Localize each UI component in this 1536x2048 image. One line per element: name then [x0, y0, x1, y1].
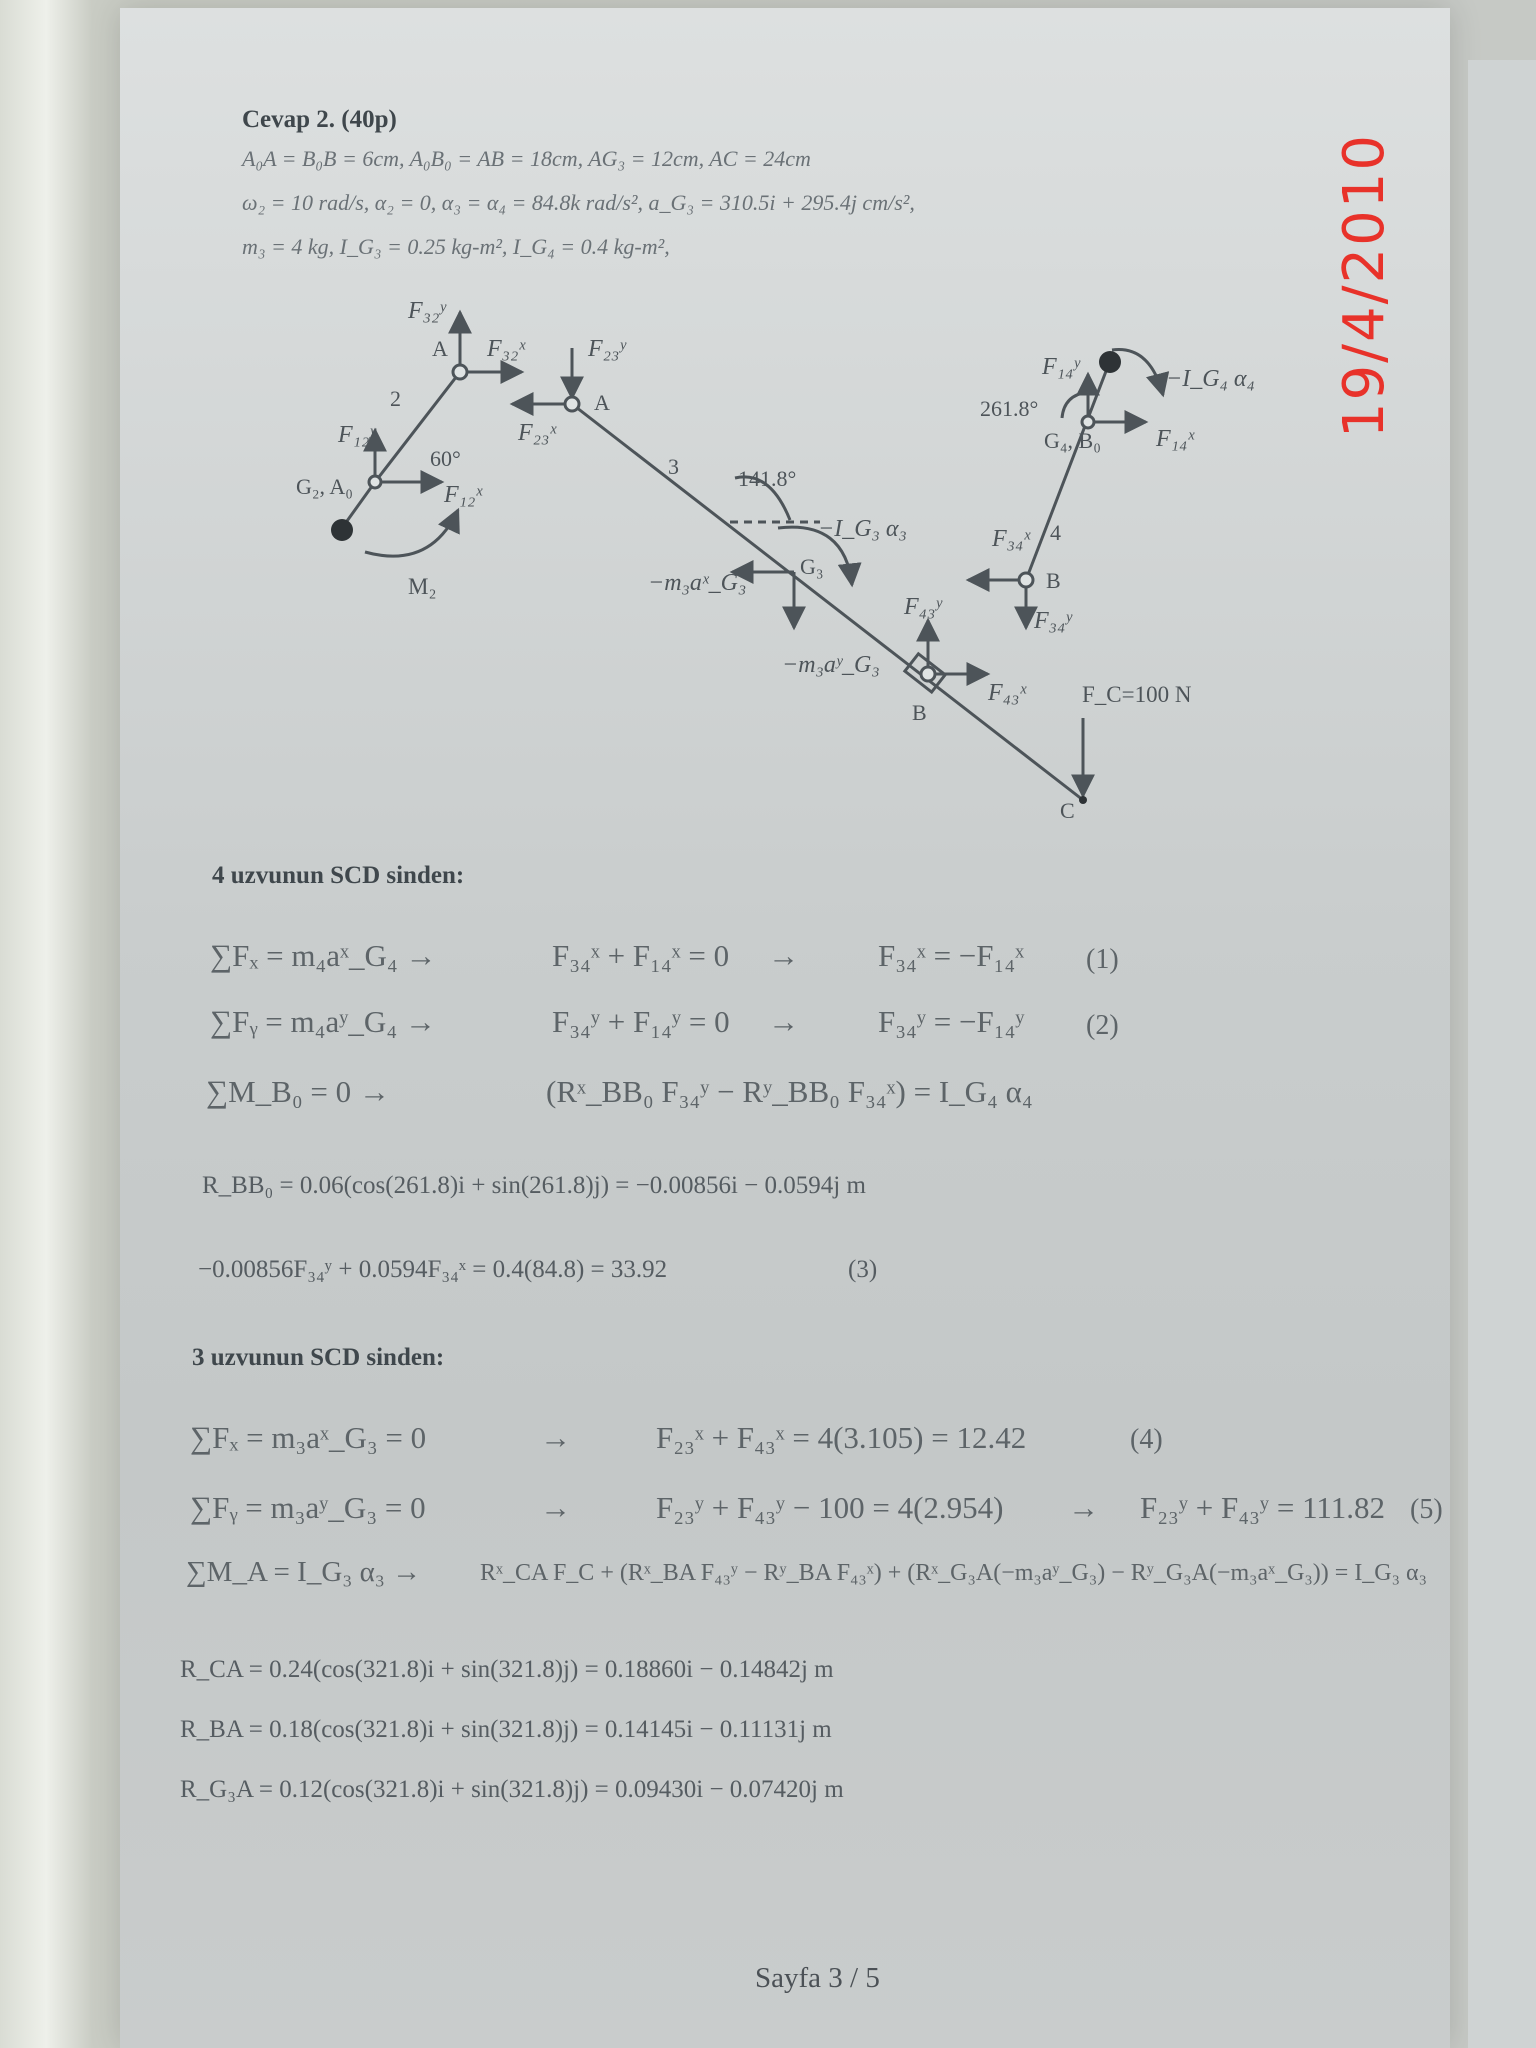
section4-heading: 4 uzvunun SCD sinden: — [212, 862, 465, 889]
link3-bar — [572, 404, 1083, 800]
joint-A-link3 — [565, 397, 579, 411]
joint-A-link2 — [453, 365, 467, 379]
section4-fx-mid: F₃₄ˣ + F₁₄ˣ = 0 — [552, 938, 730, 973]
section3-moment-mid: Rˣ_CA F_C + (Rˣ_BA F₄₃ʸ − Rʸ_BA F₄₃ˣ) + (Rˣ_G₃A(−m₃aʸ_G₃) − Rʸ_G₃A(−m₃aˣ_G₃)) = I_G₃ α₃ — [480, 1560, 1427, 1586]
section3-rca: R_CA = 0.24(cos(321.8)i + sin(321.8)j) = 0.18860i − 0.14842j m — [180, 1656, 834, 1683]
label-A-link3: A — [594, 390, 610, 415]
mass-ball-link2 — [331, 519, 353, 541]
label-F34x: F₃₄ˣ — [992, 526, 1031, 552]
mass-ball-link4 — [1099, 351, 1121, 373]
eq-number-2: (2) — [1086, 1010, 1119, 1041]
section4-eq3: −0.00856F₃₄ʸ + 0.0594F₃₄ˣ = 0.4(84.8) = 33.92 — [198, 1256, 668, 1283]
section4-moment-mid: (Rˣ_BB₀ F₃₄ʸ − Rʸ_BB₀ F₃₄ˣ) = I_G₄ α₄ — [546, 1074, 1033, 1109]
section3-heading: 3 uzvunun SCD sinden: — [192, 1344, 445, 1371]
section4-fx-rhs: F₃₄ˣ = −F₁₄ˣ — [878, 938, 1025, 973]
label-M2: M₂ — [408, 574, 437, 599]
label-G4-B0: G₄, B₀ — [1044, 428, 1101, 453]
label-60-deg: 60° — [430, 446, 461, 471]
section3-moment-lhs: ∑M_A = I_G₃ α₃ → — [186, 1556, 422, 1588]
label-m3-ay: −m₃aʸ_G₃ — [782, 652, 880, 678]
section3-fx-mid: F₂₃ˣ + F₄₃ˣ = 4(3.105) = 12.42 — [656, 1420, 1027, 1455]
date-stamp-text: 19/4/2010 — [1332, 132, 1398, 438]
moment-M2 — [365, 510, 458, 556]
label-G2-A0: G₂, A₀ — [296, 474, 353, 499]
section4-moment-lhs: ∑M_B₀ = 0 → — [206, 1074, 390, 1109]
joint-B-link4 — [1019, 573, 1033, 587]
eq-number-1: (1) — [1086, 944, 1119, 975]
label-F14x: F₁₄ˣ — [1156, 426, 1195, 452]
section4-fx-lhs: ∑Fₓ = m₄aˣ_G₄ → — [210, 938, 437, 973]
section4-rbb0: R_BB₀ = 0.06(cos(261.8)i + sin(261.8)j) = −0.00856i − 0.0594j m — [202, 1172, 866, 1199]
label-IG4-alpha4: −I_G₄ α₄ — [1166, 366, 1255, 392]
moment-IG4 — [1112, 350, 1163, 395]
joint-A0 — [369, 476, 381, 488]
joint-B0 — [1082, 416, 1094, 428]
label-F32x: F₃₂ˣ — [487, 336, 526, 362]
label-F14y: F₁₄ʸ — [1042, 354, 1080, 380]
point-C — [1079, 796, 1087, 804]
section3-fy-lhs: ∑Fᵧ = m₃aʸ_G₃ = 0 — [190, 1490, 426, 1525]
eq-number-3: (3) — [848, 1256, 878, 1283]
label-m3-ax: −m₃aˣ_G₃ — [648, 570, 747, 596]
label-F43x: F₄₃ˣ — [988, 680, 1027, 706]
label-link-number-4: 4 — [1050, 520, 1061, 545]
section3-fx-lhs: ∑Fₓ = m₃aˣ_G₃ = 0 — [190, 1420, 427, 1455]
section3-fy-arrow2: → — [1068, 1490, 1099, 1525]
angle-261-arc — [1062, 392, 1088, 418]
given-kinematics: ω₂ = 10 rad/s, α₂ = 0, α₃ = α₄ = 84.8k rad/s², a_G₃ = 310.5i + 295.4j cm/s², — [242, 190, 915, 215]
eq-number-4: (4) — [1130, 1424, 1163, 1455]
label-141-deg: 141.8° — [738, 466, 797, 491]
label-B-link3: B — [912, 700, 927, 725]
free-body-diagram — [0, 0, 1536, 860]
label-link-number-2: 2 — [390, 386, 401, 411]
answer-title: Cevap 2. (40p) — [242, 106, 397, 133]
label-F23x: F₂₃ˣ — [518, 420, 557, 446]
section3-fy-arrow: → — [540, 1490, 571, 1525]
label-F12x: F₁₂ˣ — [444, 482, 483, 508]
section4-fy-arrow: → — [768, 1004, 799, 1039]
label-IG3-alpha3: −I_G₃ α₃ — [818, 516, 907, 542]
label-B-link4: B — [1046, 568, 1061, 593]
label-link-number-3: 3 — [668, 454, 679, 479]
label-F23y: F₂₃ʸ — [588, 336, 626, 362]
label-261-deg: 261.8° — [980, 396, 1039, 421]
label-F32y: F₃₂ʸ — [408, 298, 446, 324]
label-F43y: F₄₃ʸ — [904, 594, 942, 620]
page-number: Sayfa 3 / 5 — [755, 1962, 880, 1994]
section4-fy-rhs: F₃₄ʸ = −F₁₄ʸ — [878, 1004, 1025, 1039]
section3-rg3a: R_G₃A = 0.12(cos(321.8)i + sin(321.8)j) = 0.09430i − 0.07420j m — [180, 1776, 844, 1803]
section4-fy-lhs: ∑Fᵧ = m₄aʸ_G₄ → — [210, 1004, 436, 1039]
section3-rba: R_BA = 0.18(cos(321.8)i + sin(321.8)j) = 0.14145i − 0.11131j m — [180, 1716, 832, 1743]
section3-fx-arrow: → — [540, 1420, 571, 1455]
label-G3: G₃ — [800, 554, 824, 579]
section4-fx-arrow: → — [768, 938, 799, 973]
given-dimensions: A₀A = B₀B = 6cm, A₀B₀ = AB = 18cm, AG₃ = 12cm, AC = 24cm — [242, 146, 811, 171]
label-F34y: F₃₄ʸ — [1034, 608, 1072, 634]
section4-fy-mid: F₃₄ʸ + F₁₄ʸ = 0 — [552, 1004, 730, 1039]
label-A-link2: A — [432, 336, 448, 361]
joint-B-link3 — [921, 667, 935, 681]
label-C: C — [1060, 798, 1075, 823]
section3-fy-mid: F₂₃ʸ + F₄₃ʸ − 100 = 4(2.954) — [656, 1490, 1004, 1525]
given-masses: m₃ = 4 kg, I_G₃ = 0.25 kg-m², I_G₄ = 0.4 kg-m², — [242, 234, 670, 259]
eq-number-5: (5) — [1410, 1494, 1443, 1525]
label-F12y: F₁₂ʸ — [338, 422, 376, 448]
section3-fy-rhs: F₂₃ʸ + F₄₃ʸ = 111.82 — [1140, 1490, 1386, 1525]
label-Fc: F_C=100 N — [1082, 682, 1192, 707]
